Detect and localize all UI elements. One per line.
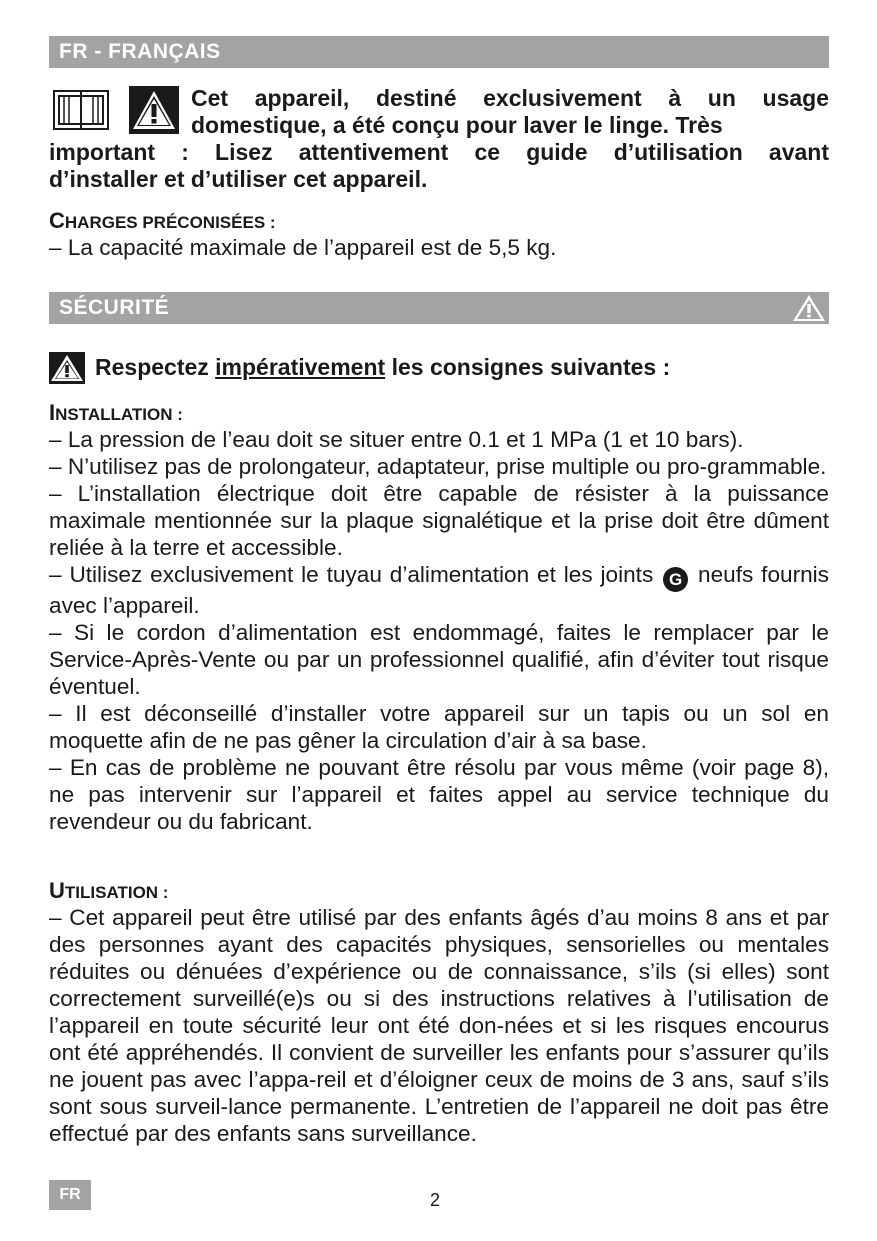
installation-item: – Si le cordon d’alimentation est endommagé, faites le remplacer par le Service-Après-Vente ou par un professionnel qualifié, afin d’éviter tout risque éventuel. (49, 620, 829, 699)
installation-item: – En cas de problème ne pouvant être résolu par vous même (voir page 8), ne pas intervenir sur l’appareil et faites appel au service technique du revendeur ou du fabricant. (49, 755, 829, 834)
warning-icon (49, 352, 85, 384)
book-icon (53, 88, 109, 132)
installation-list (49, 426, 829, 835)
intro-notice (49, 84, 829, 196)
language-header-bar (49, 36, 829, 68)
securite-label: SÉCURITÉ (59, 296, 170, 319)
warning-icon (129, 86, 179, 134)
intro-line-4: d’installer et d’utiliser cet appareil. (49, 166, 428, 192)
installation-item: – N’utilisez pas de prolongateur, adaptateur, prise multiple ou pro-grammable. (49, 454, 827, 479)
securite-header-bar (49, 292, 829, 324)
footer-language-badge: FR (49, 1180, 91, 1210)
charges-text: – La capacité maximale de l’appareil est de 5,5 kg. (49, 235, 557, 260)
part-g-badge: G (663, 567, 688, 592)
language-label: FR - FRANÇAIS (59, 40, 221, 63)
intro-icons (49, 86, 181, 134)
respect-text: Respectez impérativement les consignes suivantes : (95, 354, 671, 380)
installation-item: – Utilisez exclusivement le tuyau d’alimentation et les joints G neufs fournis avec l’appareil. (49, 562, 829, 618)
installation-item: – La pression de l’eau doit se situer entre 0.1 et 1 MPa (1 et 10 bars). (49, 427, 744, 452)
respect-notice (49, 350, 829, 386)
installation-item: – Il est déconseillé d’installer votre appareil sur un tapis ou un sol en moquette afin de ne pas gêner la circulation d’air à sa base. (49, 701, 829, 753)
warning-triangle-icon (792, 294, 826, 322)
intro-line-1: Cet appareil, destiné exclusivement à un usage (191, 85, 829, 111)
charges-title: CHARGES PRÉCONISÉES : (49, 208, 276, 233)
installation-item: – L’installation électrique doit être capable de résister à la puissance maximale mentionnée sur la plaque signalétique et la prise doit être dûment reliée à la terre et accessible. (49, 481, 829, 560)
installation-title: INSTALLATION : (49, 400, 183, 425)
utilisation-text: – Cet appareil peut être utilisé par des enfants âgés d’au moins 8 ans et par des personnes ayant des capacités physiques, sensorielles ou mentales réduites ou dénuées d’expérience ou de connaissance, s’ils (si elles) sont correctement surveillé(e)s ou si des instructions relatives à l’utilisation de l’appareil en toute sécurité leur ont été don-nées et si les risques encourus ont été appréhendés. Il convient de surveiller les enfants pour s’assurer qu’ils ne jouent pas avec l’appa-reil et d’éloigner ceux de moins de 3 ans, sauf s’ils sont sous surveil-lance permanente. L’entretien de l’appareil ne doit pas être effectué par des enfants sans surveillance. (49, 905, 829, 1146)
intro-line-3: important : Lisez attentivement ce guide d’utilisation avant (49, 139, 829, 165)
utilisation-title: UTILISATION : (49, 878, 169, 903)
page-number: 2 (429, 1190, 440, 1210)
intro-line-2: domestique, a été conçu pour laver le linge. Très (191, 112, 723, 138)
